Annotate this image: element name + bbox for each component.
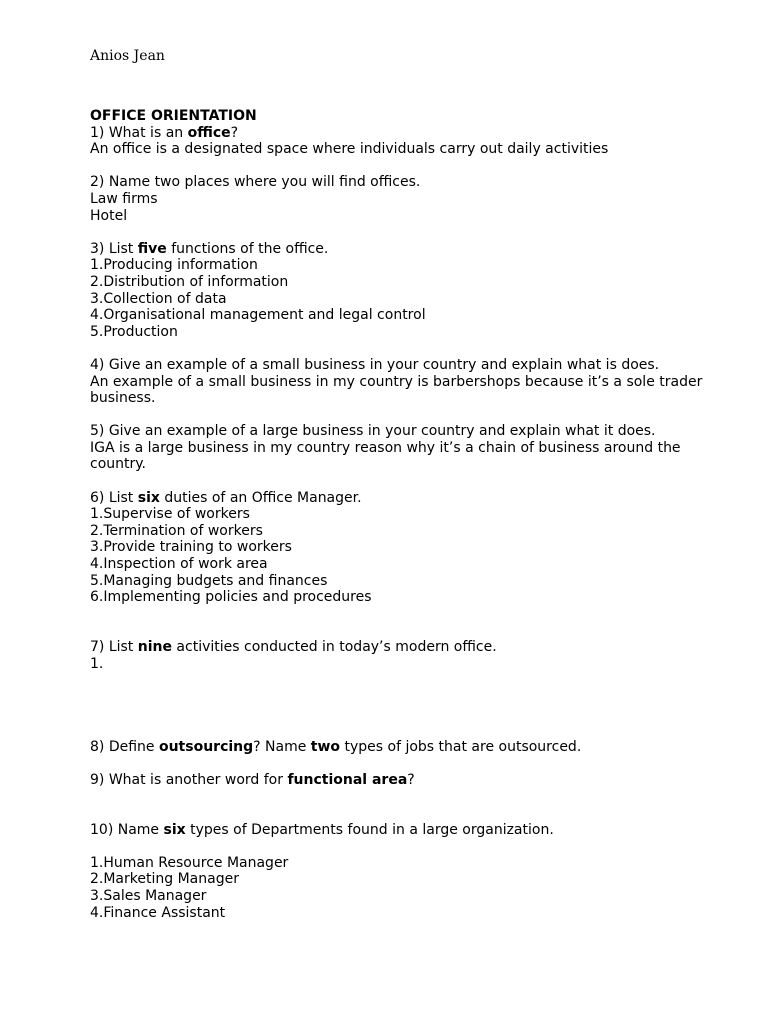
author-name: Anios Jean [90,48,165,64]
answer-10-item: 2.Marketing Manager [90,871,239,888]
answer-3-item: 5.Production [90,323,178,340]
document-title: OFFICE ORIENTATION [90,108,257,124]
answer-6-item: 6.Implementing policies and procedures [90,589,372,606]
question-7: 7) List nine activities conducted in today’s modern office. [90,639,497,655]
answer-5: IGA is a large business in my country reason why it’s a chain of business around the country. [90,439,681,473]
question-9: 9) What is another word for functional area? [90,771,415,788]
document-body [90,108,710,921]
question-6: 6) List six duties of an Office Manager. [90,489,362,506]
answer-7-item: 1. [90,655,104,672]
answer-6-item: 4.Inspection of work area [90,556,268,573]
question-5: 5) Give an example of a large business in your country and explain what it does. [90,423,656,440]
question-8: 8) Define outsourcing? Name two types of jobs that are outsourced. [90,738,582,755]
question-3: 3) List five functions of the office. [90,240,329,257]
answer-10-item: 4.Finance Assistant [90,904,226,921]
answer-6-item: 5.Managing budgets and finances [90,572,328,589]
answer-3-item: 3.Collection of data [90,290,227,307]
question-4: 4) Give an example of a small business in your country and explain what is does. [90,356,660,373]
answer-3-item: 2.Distribution of information [90,273,289,290]
answer-2-item: Hotel [90,207,128,224]
answer-6-item: 2.Termination of workers [90,522,263,539]
answer-4: An example of a small business in my country is barbershops because it’s a sole trader business. [90,373,703,407]
answer-6-item: 1.Supervise of workers [90,506,250,523]
question-1: 1) What is an office? [90,124,239,141]
question-2: 2) Name two places where you will find offices. [90,174,421,191]
answer-3-item: 1.Producing information [90,257,258,274]
answer-10-item: 3.Sales Manager [90,887,207,904]
answer-10-item: 1.Human Resource Manager [90,854,289,871]
answer-3-item: 4.Organisational management and legal control [90,307,426,324]
question-10: 10) Name six types of Departments found in a large organization. [90,821,554,838]
answer-6-item: 3.Provide training to workers [90,539,292,556]
answer-1: An office is a designated space where individuals carry out daily activities [90,141,609,158]
answer-2-item: Law firms [90,190,158,207]
